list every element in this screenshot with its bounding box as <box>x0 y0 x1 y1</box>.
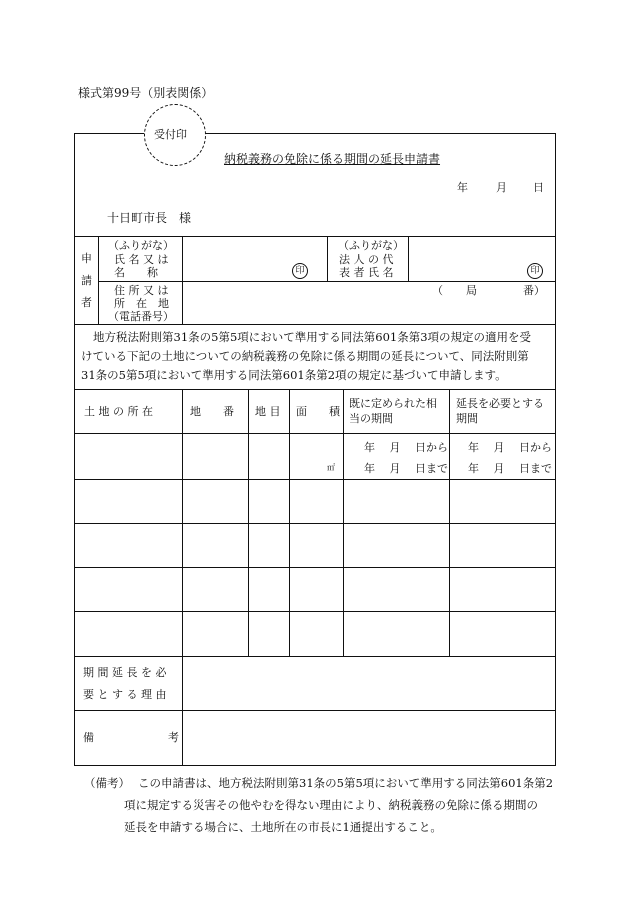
reason-label-1: 期 間 延 長 を 必 <box>83 666 167 679</box>
area-unit: ㎡ <box>327 463 335 472</box>
name-label-2: 名 称 <box>114 266 158 279</box>
phone-ban: 番） <box>523 284 545 297</box>
header-existing-1: 既に定められた相 <box>349 397 437 410</box>
address-label-1: 住 所 又 は <box>114 284 169 297</box>
header-location: 土 地 の 所 在 <box>84 405 153 418</box>
seal-mark: 印 <box>292 263 308 279</box>
note-line-3: 延長を申請する場合に、土地所在の市長に1通提出すること。 <box>124 820 442 834</box>
extension-from: 年 月 日から <box>468 441 552 454</box>
date-month: 月 <box>496 181 507 194</box>
address-label-3: （電話番号） <box>108 310 174 323</box>
rep-seal-mark: 印 <box>527 263 543 279</box>
form-title: 納税義務の免除に係る期間の延長申請書 <box>224 152 441 166</box>
phone-kyoku: 局 <box>466 284 477 297</box>
address-field[interactable] <box>183 282 554 323</box>
table-row[interactable] <box>75 524 555 566</box>
table-row[interactable] <box>75 480 555 522</box>
reason-label-2: 要 と す る 理 由 <box>83 688 167 701</box>
statement <box>81 328 551 385</box>
note-line-1: この申請書は、地方税法附則第31条の5第5項において準用する同法第601条第2 <box>138 776 554 790</box>
furigana-label: （ふりがな） <box>108 239 174 252</box>
applicant-side-label-3: 者 <box>81 296 92 309</box>
extension-to: 年 月 日まで <box>468 462 552 475</box>
location-field[interactable] <box>75 434 181 478</box>
header-area: 面 積 <box>296 405 340 418</box>
note-line-2: 項に規定する災害その他やむを得ない理由により、納税義務の免除に係る期間の <box>124 798 538 812</box>
note-label: （備考） <box>84 776 130 790</box>
header-extension-2: 期間 <box>456 412 478 425</box>
rep-furigana-label: （ふりがな） <box>338 239 404 252</box>
lot-field[interactable] <box>183 434 247 478</box>
category-field[interactable] <box>249 434 288 478</box>
header-lot: 地 番 <box>190 405 234 418</box>
remarks-label-a: 備 <box>83 731 94 744</box>
reason-field[interactable] <box>183 657 554 709</box>
rep-label-2: 表 者 氏 名 <box>339 266 394 279</box>
phone-open: （ <box>432 284 443 297</box>
statement-line-3: 31条の5第5項において準用する同法第601条第2項の規定に基づいて申請します。 <box>81 368 507 382</box>
name-label-1: 氏 名 又 は <box>114 253 169 266</box>
remarks-field[interactable] <box>183 711 554 764</box>
header-extension-1: 延長を必要とする <box>456 397 544 410</box>
addressee: 十日町市長 様 <box>107 211 192 225</box>
applicant-side-label-1: 申 <box>81 252 92 265</box>
date-day: 日 <box>533 181 544 194</box>
remarks-label-b: 考 <box>168 731 179 744</box>
existing-to: 年 月 日まで <box>364 462 448 475</box>
date-year: 年 <box>457 181 468 194</box>
table-row[interactable] <box>75 612 555 655</box>
header-existing-2: 当の期間 <box>349 412 393 425</box>
table-row[interactable] <box>75 568 555 610</box>
rep-label-1: 法 人 の 代 <box>339 253 394 266</box>
applicant-side-label-2: 請 <box>81 274 92 287</box>
address-label-2: 所 在 地 <box>114 297 169 310</box>
header-category: 地 目 <box>255 405 281 418</box>
statement-line-1: 地方税法附則第31条の5第5項において準用する同法第601条第3項の規定の適用を受 <box>93 330 532 344</box>
existing-from: 年 月 日から <box>364 441 448 454</box>
form-id: 様式第99号（別表関係） <box>78 86 214 100</box>
statement-line-2: けている下記の土地についての納税義務の免除に係る期間の延長について、同法附則第 <box>81 349 529 363</box>
reception-stamp-label: 受付印 <box>154 128 187 141</box>
